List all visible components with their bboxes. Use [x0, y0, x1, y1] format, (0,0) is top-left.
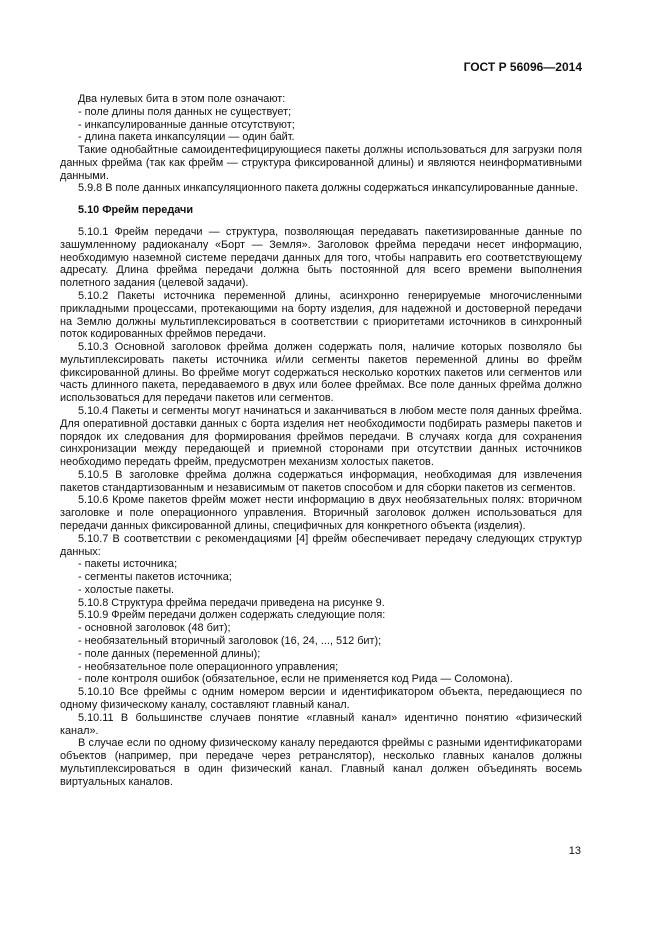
paragraph: 5.10.10 Все фреймы с одним номером версии и идентификатором объекта, передающиеся по одному физическому каналу, составляют главный канал.: [60, 686, 582, 711]
paragraph: 5.10.7 В соответствии с рекомендациями [4] фрейм обеспечивает передачу следующих структур данных:: [60, 532, 582, 558]
section-heading: 5.10 Фрейм передачи: [78, 204, 194, 217]
paragraph: В случае если по одному физическому каналу передаются фреймы с разными идентификаторами объектов (например, при передаче через ретранслятор), несколько главных каналов должны мультиплексироваться в один физический канал. Главный канал должен объединять восемь виртуальных каналов.: [60, 737, 582, 788]
paragraph: 5.10.2 Пакеты источника переменной длины, асинхронно генерируемые многочисленными прикладными процессами, протекающими на борту изделия, для надежной и достоверной передачи на Землю должны мультиплексироваться в соответствии с приоритетами источников в синхронный поток кодированных фреймов передачи.: [60, 289, 582, 341]
list-item: - основной заголовок (48 бит);: [78, 622, 231, 635]
list-item: - холостые пакеты.: [78, 583, 175, 596]
standard-header: ГОСТ Р 56096—2014: [463, 60, 582, 74]
document-body: [60, 93, 582, 788]
list-item: - поле контроля ошибок (обязательное, если не применяется код Рида — Соломона).: [78, 673, 513, 686]
paragraph: 5.10.5 В заголовке фрейма должна содержаться информация, необходимая для извлечения пакетов стандартизованным и независимым от пакетов способом и для сборки пакетов из сегментов.: [60, 468, 582, 494]
paragraph: 5.10.6 Кроме пакетов фрейм может нести информацию в двух необязательных полях: вторичном заголовке и поле операционного управления. Вторичный заголовок должен использоваться для передачи данных фиксированной длины, специфичных для конкретного объекта (изделия).: [60, 494, 582, 532]
paragraph: 5.10.4 Пакеты и сегменты могут начинаться и заканчиваться в любом месте поля данных фрейма. Для оперативной доставки данных с борта изделия нет необходимости подбирать размеры пакетов и порядок их следования для формирования фреймов передачи. В случаях когда для сохранения синхронизации между передающей и приемной сторонами при отсутствии данных источников необходимо передать фрейм, предусмотрен механизм холостых пакетов.: [60, 404, 582, 469]
list-item: - пакеты источника;: [78, 558, 178, 571]
list-item: - сегменты пакетов источника;: [78, 571, 232, 584]
list-item: - поле данных (переменной длины);: [78, 647, 261, 660]
paragraph: Два нулевых бита в этом поле означают:: [78, 93, 286, 105]
paragraph: 5.9.8 В поле данных инкапсуляционного пакета должны содержаться инкапсулированные данные.: [78, 182, 579, 195]
paragraph: 5.10.1 Фрейм передачи — структура, позволяющая передавать пакетизированные данные по зашумленному радиоканалу «Борт — Земля». Заголовок фрейма передачи несет информацию, необходимую наземной системе передачи данных для того, чтобы направить его соответствующему адресату. Длина фрейма передачи должна быть постоянной для всего времени выполнения полетного задания (целевой задачи).: [60, 226, 582, 290]
list-item: - поле длины поля данных не существует;: [78, 105, 292, 118]
list-item: - необязательное поле операционного управления;: [78, 660, 339, 673]
paragraph: Такие однобайтные самоидентефицирующиеся пакеты должны использоваться для загрузки поля данных фрейма (так как фрейм — структура фиксированной длины) и являются неинформативными данными.: [60, 144, 582, 182]
list-item: 5.10.9 Фрейм передачи должен содержать следующие поля:: [78, 609, 386, 622]
list-item: 5.10.8 Структура фрейма передачи приведена на рисунке 9.: [78, 596, 385, 609]
paragraph: 5.10.3 Основной заголовок фрейма должен содержать поля, наличие которых позволяло бы мультиплексировать пакеты источника и/или сегменты пакетов переменной длины во фрейм фиксированной длины. Во фрейме могут содержаться несколько коротких пакетов или сегментов или часть длинного пакета, передаваемого в двух или более фреймах. Все поле данных фрейма должно использоваться для передачи пакетов или сегментов.: [60, 341, 582, 405]
list-item: - инкапсулированные данные отсутствуют;: [78, 118, 295, 131]
list-item: - необязательный вторичный заголовок (16, 24, ..., 512 бит);: [78, 635, 382, 648]
page-number: 13: [568, 845, 581, 857]
list-item: - длина пакета инкапсуляции — один байт.: [78, 131, 295, 144]
paragraph: 5.10.11 В большинстве случаев понятие «главный канал» идентично понятию «физический канал».: [60, 711, 582, 737]
